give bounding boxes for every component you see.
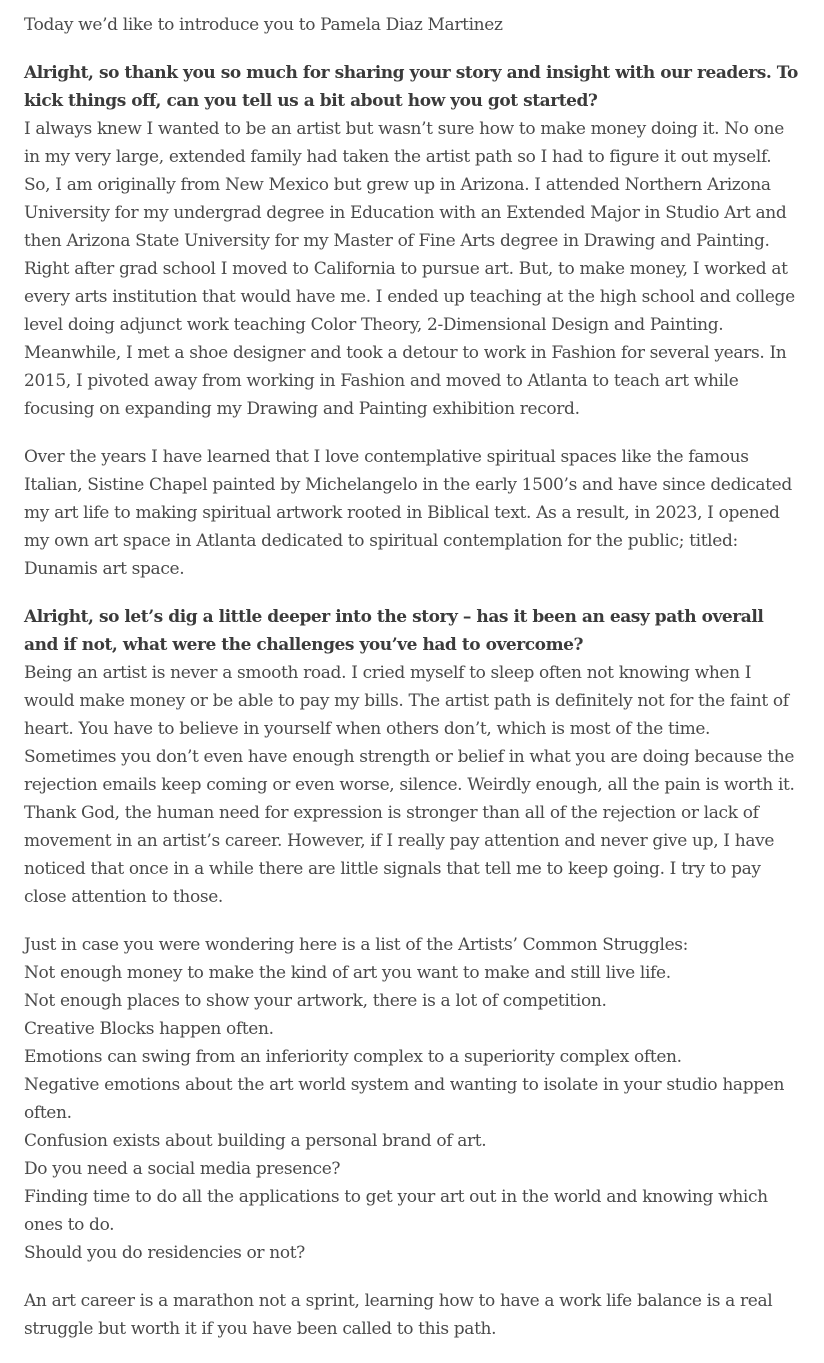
- list-item: Not enough money to make the kind of art you want to make and still live life.: [24, 963, 671, 983]
- list-item: Creative Blocks happen often.: [24, 1019, 274, 1039]
- list-item: Finding time to do all the applications to get your art out in the world and knowing which ones to do.: [24, 1187, 768, 1235]
- answer-getting-started-paragraph-1: I always knew I wanted to be an artist but wasn’t sure how to make money doing it. No one in my very large, extended family had taken the artist path so I had to figure it out myself. So, I am originally from New Mexico but grew up in Arizona. I attended Northern Arizona University for my undergrad degree in Education with an Extended Major in Studio Art and then Arizona State University for my Master of Fine Arts degree in Drawing and Painting. Right after grad school I moved to California to pursue art. But, to make money, I worked at every arts institution that would have me. I ended up teaching at the high school and college level doing adjunct work teaching Color Theory, 2-Dimensional Design and Painting. Meanwhile, I met a shoe designer and took a detour to work in Fashion for several years. In 2015, I pivoted away from working in Fashion and moved to Atlanta to teach art while focusing on expanding my Drawing and Painting exhibition record.: [24, 119, 795, 419]
- answer-getting-started-paragraph-2: Over the years I have learned that I love contemplative spiritual spaces like the famous Italian, Sistine Chapel painted by Michelangelo in the early 1500’s and have since dedicated my art life to making spiritual artwork rooted in Biblical text. As a result, in 2023, I opened my own art space in Atlanta dedicated to spiritual contemplation for the public; titled: Dunamis art space.: [24, 447, 792, 579]
- interview-article: [24, 11, 800, 1363]
- list-item: Should you do residencies or not?: [24, 1243, 305, 1263]
- list-item: Negative emotions about the art world system and wanting to isolate in your studio happen often.: [24, 1075, 785, 1123]
- question-challenges: Alright, so let’s dig a little deeper into the story – has it been an easy path overall and if not, what were the challenges you’ve had to overcome?: [24, 607, 764, 655]
- struggles-list: [24, 931, 800, 1267]
- list-item: Confusion exists about building a personal brand of art.: [24, 1131, 487, 1151]
- list-item: Do you need a social media presence?: [24, 1159, 341, 1179]
- list-item: Emotions can swing from an inferiority complex to a superiority complex often.: [24, 1047, 682, 1067]
- intro-text: Today we’d like to introduce you to Pamela Diaz Martinez: [24, 15, 503, 35]
- question-getting-started: Alright, so thank you so much for sharing your story and insight with our readers. To kick things off, can you tell us a bit about how you got started?: [24, 63, 798, 111]
- struggles-heading: Just in case you were wondering here is a list of the Artists’ Common Struggles:: [24, 935, 689, 955]
- answer-challenges-paragraph-1: Being an artist is never a smooth road. I cried myself to sleep often not knowing when I would make money or be able to pay my bills. The artist path is definitely not for the faint of heart. You have to believe in yourself when others don’t, which is most of the time. Sometimes you don’t even have enough strength or belief in what you are doing because the rejection emails keep coming or even worse, silence. Weirdly enough, all the pain is worth it. Thank God, the human need for expression is stronger than all of the rejection or lack of movement in an artist’s career. However, if I really pay attention and never give up, I have noticed that once in a while there are little signals that tell me to keep going. I try to pay close attention to those.: [24, 663, 795, 907]
- closing-paragraph: An art career is a marathon not a sprint, learning how to have a work life balance is a real struggle but worth it if you have been called to this path.: [24, 1291, 773, 1339]
- list-item: Not enough places to show your artwork, there is a lot of competition.: [24, 991, 607, 1011]
